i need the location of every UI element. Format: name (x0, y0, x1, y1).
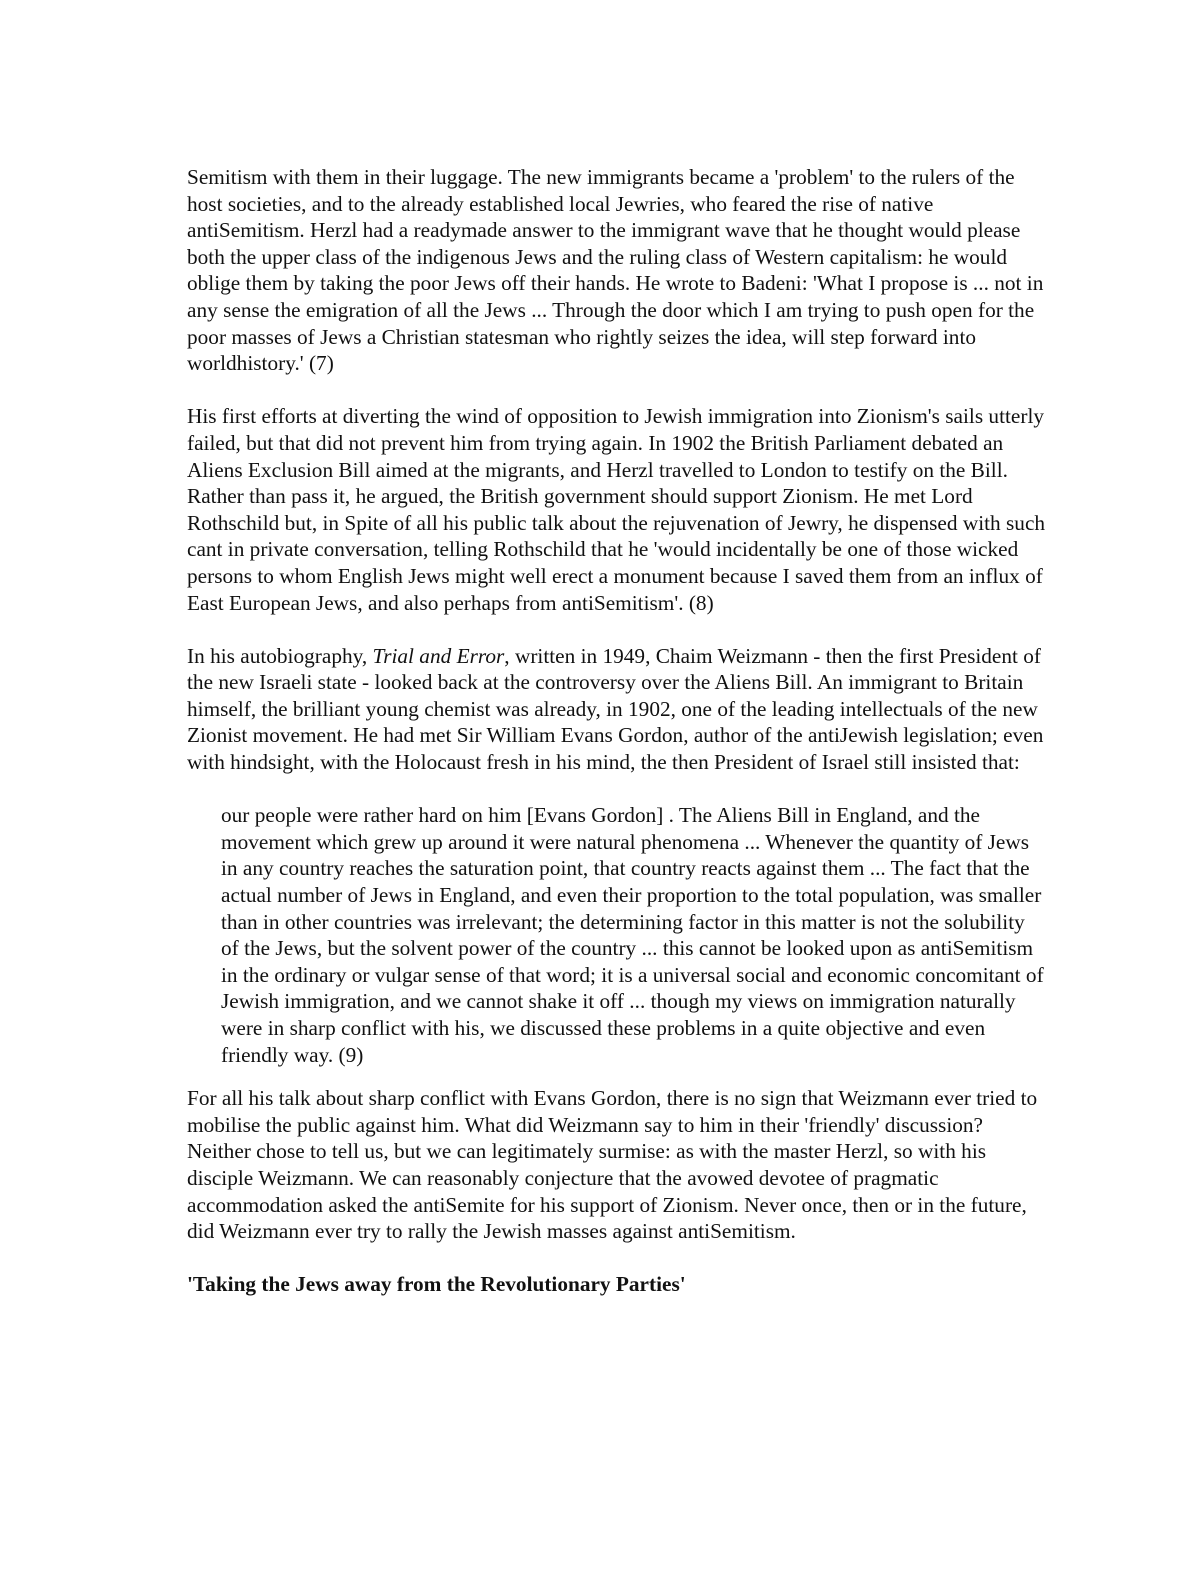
section-heading: 'Taking the Jews away from the Revolutionary Parties' (187, 1272, 686, 1297)
document-body (187, 164, 1047, 1298)
block-quote: our people were rather hard on him [Evans Gordon] . The Aliens Bill in England, and the movement which grew up around it were natural phenomena ... Whenever the quantity of Jews in any country reaches the saturation point, that country reacts against them ... The fact that the actual number of Jews in England, and even their proportion to the total population, was smaller than in other countries was irrelevant; the determining factor in this matter is not the solubility of the Jews, but the solvent power of the country ... this cannot be looked upon as antiSemitism in the ordinary or vulgar sense of that word; it is a universal social and economic concomitant of Jewish immigration, and we cannot shake it off ... though my views on immigration naturally were in sharp conflict with his, we discussed these problems in a quite objective and even friendly way. (9) (221, 803, 1044, 1067)
book-title: Trial and Error (372, 643, 505, 668)
paragraph-aliens-bill: His first efforts at diverting the wind of opposition to Jewish immigration into Zionism's sails utterly failed, but that did not prevent him from trying again. In 1902 the British Parliament debated an Aliens Exclusion Bill aimed at the migrants, and Herzl travelled to London to testify on the Bill. Rather than pass it, he argued, the British government should support Zionism. He met Lord Rothschild but, in Spite of all his public talk about the rejuvenation of Jewry, he dispensed with such cant in private conversation, telling Rothschild that he 'would incidentally be one of those wicked persons to whom English Jews might well erect a monument because I saved them from an influx of East European Jews, and also perhaps from antiSemitism'. (8) (187, 404, 1046, 615)
paragraph-text-pre: In his autobiography, (187, 643, 373, 668)
paragraph-closing: For all his talk about sharp conflict with Evans Gordon, there is no sign that Weizmann ever tried to mobilise the public against him. What did Weizmann say to him in their 'friendly' discussion? Neither chose to tell us, but we can legitimately surmise: as with the master Herzl, so with his disciple Weizmann. We can reasonably conjecture that the avowed devotee of pragmatic accommodation asked the antiSemite for his support of Zionism. Never once, then or in the future, did Weizmann ever try to rally the Jewish masses against antiSemitism. (187, 1086, 1038, 1244)
paragraph-text-post: , written in 1949, Chaim Weizmann - then the first President of the new Israeli state - looked back at the controversy over the Aliens Bill. An immigrant to Britain himself, the brilliant young chemist was already, in 1902, one of the leading intellectuals of the new Zionist movement. He had met Sir William Evans Gordon, author of the antiJewish legislation; even with hindsight, with the Holocaust fresh in his mind, the then President of Israel still insisted that: (187, 643, 1044, 775)
paragraph-weizmann-autobiography (187, 643, 1047, 776)
paragraph-herzl-badeni: Semitism with them in their luggage. The new immigrants became a 'problem' to the rulers of the host societies, and to the already established local Jewries, who feared the rise of native antiSemitism. Herzl had a readymade answer to the immigrant wave that he thought would please both the upper class of the indigenous Jews and the ruling class of Western capitalism: he would oblige them by taking the poor Jews off their hands. He wrote to Badeni: 'What I propose is ... not in any sense the emigration of all the Jews ... Through the door which I am trying to push open for the poor masses of Jews a Christian statesman who rightly seizes the idea, will step forward into worldhistory.' (7) (187, 165, 1044, 376)
